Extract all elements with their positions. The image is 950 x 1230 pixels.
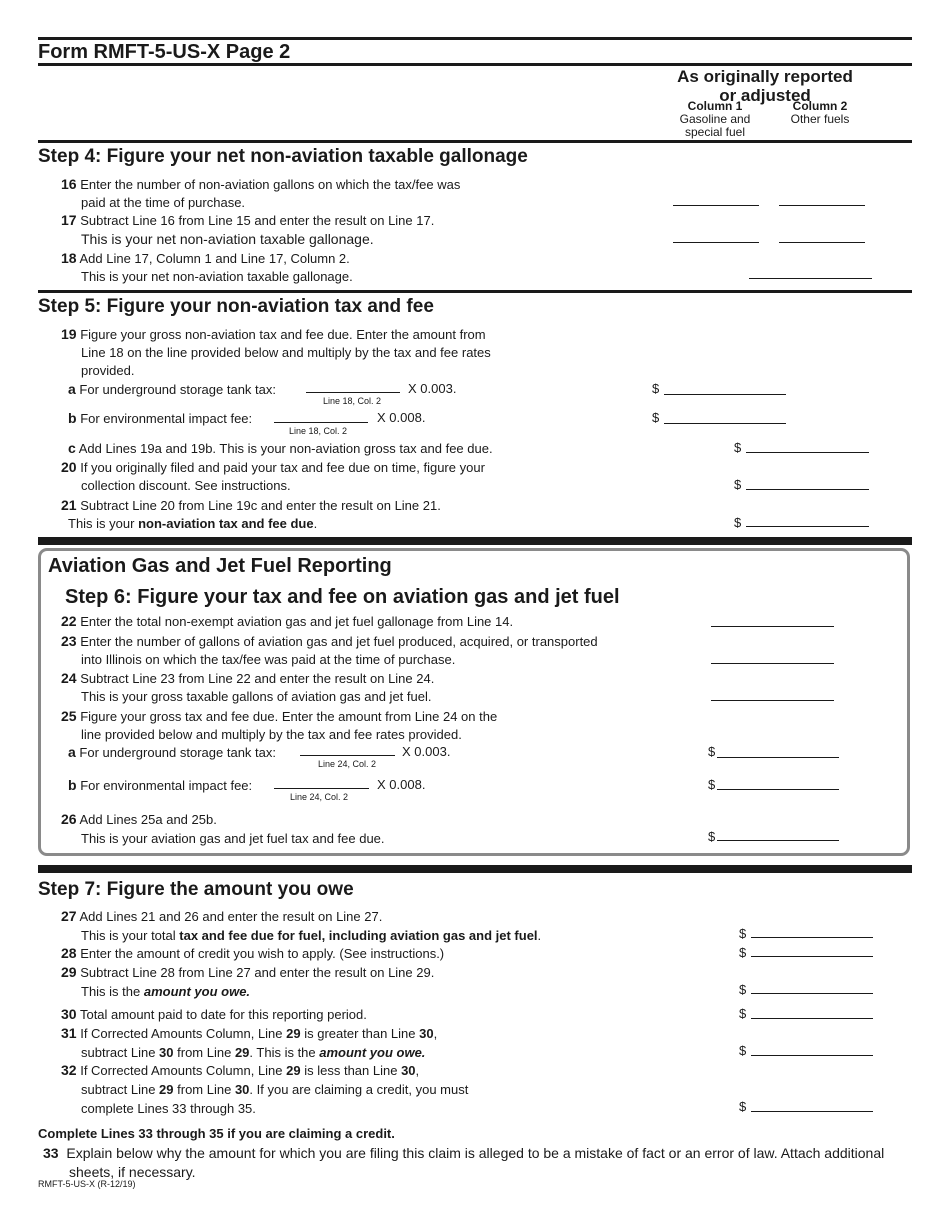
line-19b-gallons-field[interactable] (274, 422, 368, 423)
line-24-field[interactable] (711, 700, 834, 701)
line-25a-amount-field[interactable] (717, 757, 839, 758)
header-rule (38, 140, 912, 143)
title-rule (38, 63, 912, 66)
aviation-heading: Aviation Gas and Jet Fuel Reporting (48, 555, 392, 577)
line-ref: 30 (159, 1045, 174, 1060)
line-31 (61, 1024, 437, 1062)
line-17-col2-field[interactable] (779, 242, 865, 243)
line-25b-gallons-field[interactable] (274, 788, 369, 789)
line-27-text: Add Lines 21 and 26 and enter the result on Line 27. (79, 909, 383, 924)
step5-title: Step 5: Figure your non-aviation tax and fee (38, 296, 434, 317)
line-26-text: This is your aviation gas and jet fuel tax and fee due. (81, 831, 385, 846)
line-30-amount-field[interactable] (751, 1018, 873, 1019)
column-header-line2: or adjusted (719, 86, 811, 105)
line-25-text: line provided below and multiply by the tax and fee rates provided. (81, 727, 462, 742)
line-29-text: Subtract Line 28 from Line 27 and enter the result on Line 29. (80, 965, 435, 980)
line-26-amount-field[interactable] (717, 840, 839, 841)
line-23 (61, 632, 598, 669)
line-22 (61, 613, 513, 629)
step7-title: Step 7: Figure the amount you owe (38, 879, 354, 900)
dollar-sign: $ (708, 829, 716, 844)
aviation-top-rule (38, 537, 912, 545)
line-number: 25 (61, 708, 77, 724)
line-21-bold: non-aviation tax and fee due (138, 516, 314, 531)
line-32-text: from Line (173, 1082, 235, 1097)
dollar-sign: $ (739, 945, 747, 960)
line-31-text: subtract Line (81, 1045, 160, 1060)
line-22-text: Enter the total non-exempt aviation gas and jet fuel gallonage from Line 14. (80, 614, 514, 629)
line-21-text: This is your (68, 516, 139, 531)
form-title: Form RMFT-5-US-X Page 2 (38, 41, 291, 63)
dollar-sign: $ (739, 926, 747, 941)
line-17-text: Subtract Line 16 from Line 15 and enter the result on Line 17. (80, 213, 435, 228)
line-27-bold: tax and fee due for fuel, including aviation gas and jet fuel (179, 928, 538, 943)
line-29-text: This is the (81, 984, 144, 999)
dollar-sign: $ (734, 477, 742, 492)
line-19b-rate: X 0.008. (377, 410, 426, 425)
form-code: RMFT-5-US-X (R-12/19) (38, 1179, 136, 1189)
line-16-col2-field[interactable] (779, 205, 865, 206)
line-17-text: This is your net non-aviation taxable gallonage. (81, 231, 374, 247)
line-32-text: is less than Line (300, 1063, 402, 1078)
column-1-desc: special fuel (684, 125, 746, 139)
line-25 (61, 707, 497, 744)
line-33-text: sheets, if necessary. (69, 1164, 196, 1180)
line-32-text: If Corrected Amounts Column, Line (80, 1063, 287, 1078)
line-17-col1-field[interactable] (673, 242, 759, 243)
line-number: 24 (61, 670, 77, 686)
line-25-text: Figure your gross tax and fee due. Enter the amount from Line 24 on the (80, 709, 498, 724)
line-19 (61, 325, 491, 380)
line-23-field[interactable] (711, 663, 834, 664)
line-31-text: If Corrected Amounts Column, Line (80, 1026, 287, 1041)
line-32-text: subtract Line (81, 1082, 160, 1097)
line-24-text: This is your gross taxable gallons of aviation gas and jet fuel. (81, 689, 432, 704)
step4-title: Step 4: Figure your net non-aviation taxable gallonage (38, 146, 528, 167)
line-number: 16 (61, 176, 77, 192)
step6-title: Step 6: Figure your tax and fee on aviation gas and jet fuel (65, 586, 620, 608)
column-1-desc: Gasoline and (679, 112, 751, 126)
dollar-sign: $ (734, 440, 742, 455)
line-19b-amount-field[interactable] (664, 423, 786, 424)
line-19a (68, 381, 276, 397)
line-letter: a (68, 744, 76, 760)
step4-rule (38, 290, 912, 293)
line-20-text: collection discount. See instructions. (81, 478, 291, 493)
line-26 (61, 810, 385, 848)
line-33-text: Explain below why the amount for which you are filing this claim is alleged to be a mistake of fact or an error of law. Attach additional (66, 1145, 885, 1161)
line-17 (61, 211, 434, 248)
line-27-text: This is your total (81, 928, 180, 943)
line-number: 33 (43, 1145, 59, 1161)
line-letter: c (68, 440, 76, 456)
line-16-text: Enter the number of non-aviation gallons on which the tax/fee was (80, 177, 461, 192)
line-19a-text: For underground storage tank tax: (79, 382, 276, 397)
line-number: 30 (61, 1006, 77, 1022)
line-number: 22 (61, 613, 77, 629)
line-ref: 29 (286, 1026, 301, 1041)
line-32-text: complete Lines 33 through 35. (81, 1101, 256, 1116)
column-1-title: Column 1 (687, 99, 743, 113)
line-31-bold: amount you owe. (319, 1045, 426, 1060)
line-letter: a (68, 381, 76, 397)
column-header-line1: As originally reported (677, 67, 853, 86)
line-21-amount-field[interactable] (746, 526, 869, 527)
line-19a-rate: X 0.003. (408, 381, 457, 396)
line-22-field[interactable] (711, 626, 834, 627)
line-24-text: Subtract Line 23 from Line 22 and enter the result on Line 24. (80, 671, 435, 686)
line-25b-rate: X 0.008. (377, 777, 426, 792)
line-number: 23 (61, 633, 77, 649)
line-number: 21 (61, 497, 77, 513)
line-29-amount-field[interactable] (751, 993, 873, 994)
line-23-text: into Illinois on which the tax/fee was paid at the time of purchase. (81, 652, 456, 667)
line-20 (61, 458, 485, 495)
line-25a-gallons-field[interactable] (300, 755, 395, 756)
line-31-text: from Line (173, 1045, 235, 1060)
line-19a-amount-field[interactable] (664, 394, 786, 395)
line-number: 19 (61, 326, 77, 342)
line-31-text: is greater than Line (300, 1026, 420, 1041)
dollar-sign: $ (652, 381, 660, 396)
column-2-header (780, 100, 860, 126)
line-19c-amount-field[interactable] (746, 452, 869, 453)
line-26-text: Add Lines 25a and 25b. (79, 812, 217, 827)
line-18-text: Add Line 17, Column 1 and Line 17, Column 2. (79, 251, 350, 266)
line-32-amount-field[interactable] (751, 1111, 873, 1112)
line-18-text: This is your net non-aviation taxable gallonage. (81, 269, 353, 284)
line-25a-sub-label: Line 24, Col. 2 (318, 759, 377, 769)
line-18-field[interactable] (749, 278, 872, 279)
dollar-sign: $ (708, 777, 716, 792)
line-16 (61, 175, 460, 212)
column-2-desc: Other fuels (790, 112, 850, 126)
line-19c (68, 440, 493, 456)
line-31-text: , (433, 1026, 438, 1041)
line-29 (61, 963, 434, 1001)
line-31-text: . This is the (249, 1045, 320, 1060)
dollar-sign: $ (652, 410, 660, 425)
line-letter: b (68, 410, 77, 426)
line-19b-sub-label: Line 18, Col. 2 (289, 426, 348, 436)
line-28-amount-field[interactable] (751, 956, 873, 957)
line-letter: b (68, 777, 77, 793)
line-21-text: Subtract Line 20 from Line 19c and enter the result on Line 21. (80, 498, 441, 513)
line-19b-text: For environmental impact fee: (80, 411, 253, 426)
line-ref: 30 (234, 1082, 250, 1097)
line-16-col1-field[interactable] (673, 205, 759, 206)
line-25a-rate: X 0.003. (402, 744, 451, 759)
line-31-amount-field[interactable] (751, 1055, 873, 1056)
column-1-header (670, 100, 760, 139)
dollar-sign: $ (708, 744, 716, 759)
dollar-sign: $ (739, 1043, 747, 1058)
line-24 (61, 669, 434, 706)
line-19-text: Line 18 on the line provided below and multiply by the tax and fee rates (81, 345, 491, 360)
line-number: 20 (61, 459, 77, 475)
line-30 (61, 1006, 367, 1022)
line-25b-sub-label: Line 24, Col. 2 (290, 792, 349, 802)
credit-heading: Complete Lines 33 through 35 if you are claiming a credit. (38, 1126, 395, 1141)
line-19-text: Figure your gross non-aviation tax and fee due. Enter the amount from (80, 327, 486, 342)
line-20-amount-field[interactable] (746, 489, 869, 490)
line-25b (68, 777, 252, 793)
line-32-text: . If you are claiming a credit, you must (249, 1082, 469, 1097)
line-28-text: Enter the amount of credit you wish to apply. (See instructions.) (80, 946, 445, 961)
column-2-title: Column 2 (792, 99, 848, 113)
line-number: 31 (61, 1025, 77, 1041)
line-number: 26 (61, 811, 77, 827)
dollar-sign: $ (734, 515, 742, 530)
line-32 (61, 1061, 468, 1118)
line-19-text: provided. (81, 363, 135, 378)
line-28 (61, 945, 444, 961)
line-18 (61, 249, 353, 286)
line-number: 32 (61, 1062, 77, 1078)
dollar-sign: $ (739, 982, 747, 997)
line-25b-text: For environmental impact fee: (80, 778, 253, 793)
line-27-text: . (537, 928, 542, 943)
line-32-text: , (415, 1063, 420, 1078)
line-21-text: . (313, 516, 318, 531)
line-19c-text: Add Lines 19a and 19b. This is your non-aviation gross tax and fee due. (78, 441, 493, 456)
step7-top-rule (38, 865, 912, 873)
line-25a-text: For underground storage tank tax: (79, 745, 276, 760)
line-ref: 30 (401, 1063, 416, 1078)
dollar-sign: $ (739, 1099, 747, 1114)
line-number: 17 (61, 212, 77, 228)
line-number: 28 (61, 945, 77, 961)
line-20-text: If you originally filed and paid your tax and fee due on time, figure your (80, 460, 485, 475)
line-19a-gallons-field[interactable] (306, 392, 400, 393)
line-30-text: Total amount paid to date for this reporting period. (79, 1007, 367, 1022)
line-number: 29 (61, 964, 77, 980)
line-ref: 29 (286, 1063, 301, 1078)
line-33 (43, 1144, 903, 1182)
top-rule (38, 37, 912, 40)
line-27 (61, 907, 541, 945)
line-25a (68, 744, 276, 760)
line-ref: 29 (159, 1082, 174, 1097)
line-number: 27 (61, 908, 77, 924)
line-19b (68, 410, 252, 426)
dollar-sign: $ (739, 1006, 747, 1021)
line-16-text: paid at the time of purchase. (81, 195, 246, 210)
line-29-bold: amount you owe. (143, 984, 251, 999)
line-27-amount-field[interactable] (751, 937, 873, 938)
line-21 (61, 496, 441, 533)
line-ref: 30 (419, 1026, 434, 1041)
line-number: 18 (61, 250, 77, 266)
line-23-text: Enter the number of gallons of aviation gas and jet fuel produced, acquired, or transported (80, 634, 598, 649)
line-ref: 29 (234, 1045, 250, 1060)
line-19a-sub-label: Line 18, Col. 2 (323, 396, 382, 406)
line-25b-amount-field[interactable] (717, 789, 839, 790)
